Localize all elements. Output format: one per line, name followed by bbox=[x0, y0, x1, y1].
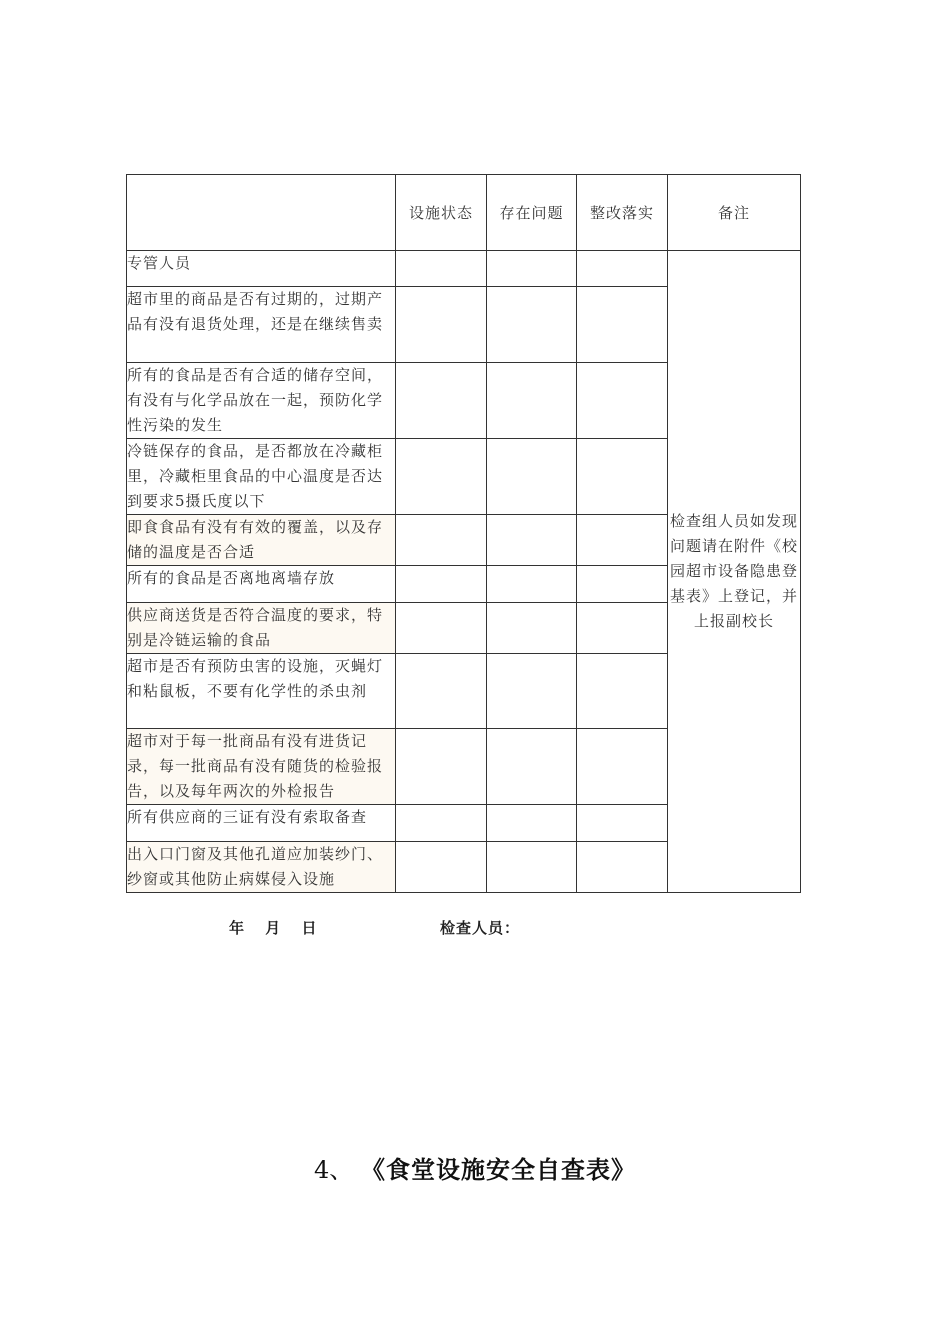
row-item: 所有的食品是否离地离墙存放 bbox=[127, 566, 396, 603]
cell-status bbox=[396, 515, 487, 566]
header-existing-issues: 存在问题 bbox=[487, 175, 577, 251]
cell-status bbox=[396, 603, 487, 654]
cell-fix bbox=[577, 842, 668, 893]
cell-fix bbox=[577, 287, 668, 363]
header-facility-status: 设施状态 bbox=[396, 175, 487, 251]
row-item: 所有的食品是否有合适的储存空间，有没有与化学品放在一起，预防化学性污染的发生 bbox=[127, 363, 396, 439]
inspection-table bbox=[126, 174, 801, 893]
row-item: 超市对于每一批商品有没有进货记录，每一批商品有没有随货的检验报告，以及每年两次的外检报告 bbox=[127, 729, 396, 805]
cell-issue bbox=[487, 363, 577, 439]
cell-status bbox=[396, 251, 487, 287]
row-item: 超市是否有预防虫害的设施，灭蝇灯和粘鼠板，不要有化学性的杀虫剂 bbox=[127, 654, 396, 729]
row-item: 专管人员 bbox=[127, 251, 396, 287]
table-header-row bbox=[127, 175, 801, 251]
row-item: 出入口门窗及其他孔道应加装纱门、纱窗或其他防止病媒侵入设施 bbox=[127, 842, 396, 893]
cell-fix bbox=[577, 729, 668, 805]
row-item: 即食食品有没有有效的覆盖，以及存储的温度是否合适 bbox=[127, 515, 396, 566]
cell-status bbox=[396, 654, 487, 729]
section-number: 4、 bbox=[314, 1156, 354, 1184]
cell-status bbox=[396, 842, 487, 893]
row-item: 供应商送货是否符合温度的要求，特别是冷链运输的食品 bbox=[127, 603, 396, 654]
cell-status bbox=[396, 566, 487, 603]
cell-fix bbox=[577, 363, 668, 439]
cell-fix bbox=[577, 603, 668, 654]
cell-issue bbox=[487, 566, 577, 603]
inspector-label: 检查人员： bbox=[440, 919, 521, 937]
cell-fix bbox=[577, 251, 668, 287]
header-item bbox=[127, 175, 396, 251]
cell-issue bbox=[487, 729, 577, 805]
cell-fix bbox=[577, 566, 668, 603]
cell-issue bbox=[487, 842, 577, 893]
row-item: 冷链保存的食品，是否都放在冷藏柜里，冷藏柜里食品的中心温度是否达到要求5摄氏度以下 bbox=[127, 439, 396, 515]
row-item: 所有供应商的三证有没有索取备查 bbox=[127, 805, 396, 842]
cell-fix bbox=[577, 805, 668, 842]
cell-fix bbox=[577, 439, 668, 515]
header-rectification: 整改落实 bbox=[577, 175, 668, 251]
cell-issue bbox=[487, 603, 577, 654]
section-title: 《食堂设施安全自查表》 bbox=[360, 1155, 636, 1184]
header-remarks: 备注 bbox=[668, 175, 801, 251]
cell-status bbox=[396, 439, 487, 515]
cell-status bbox=[396, 287, 487, 363]
cell-issue bbox=[487, 287, 577, 363]
cell-status bbox=[396, 729, 487, 805]
table-row bbox=[127, 251, 801, 287]
cell-status bbox=[396, 805, 487, 842]
row-item: 超市里的商品是否有过期的，过期产品有没有退货处理，还是在继续售卖 bbox=[127, 287, 396, 363]
remarks-note: 检查组人员如发现问题请在附件《校园超市设备隐患登基表》上登记，并上报副校长 bbox=[668, 251, 801, 893]
cell-fix bbox=[577, 515, 668, 566]
date-label: 年 月 日 bbox=[229, 919, 318, 937]
cell-fix bbox=[577, 654, 668, 729]
cell-status bbox=[396, 363, 487, 439]
cell-issue bbox=[487, 251, 577, 287]
cell-issue bbox=[487, 805, 577, 842]
cell-issue bbox=[487, 439, 577, 515]
section-heading bbox=[0, 1150, 950, 1185]
cell-issue bbox=[487, 515, 577, 566]
cell-issue bbox=[487, 654, 577, 729]
